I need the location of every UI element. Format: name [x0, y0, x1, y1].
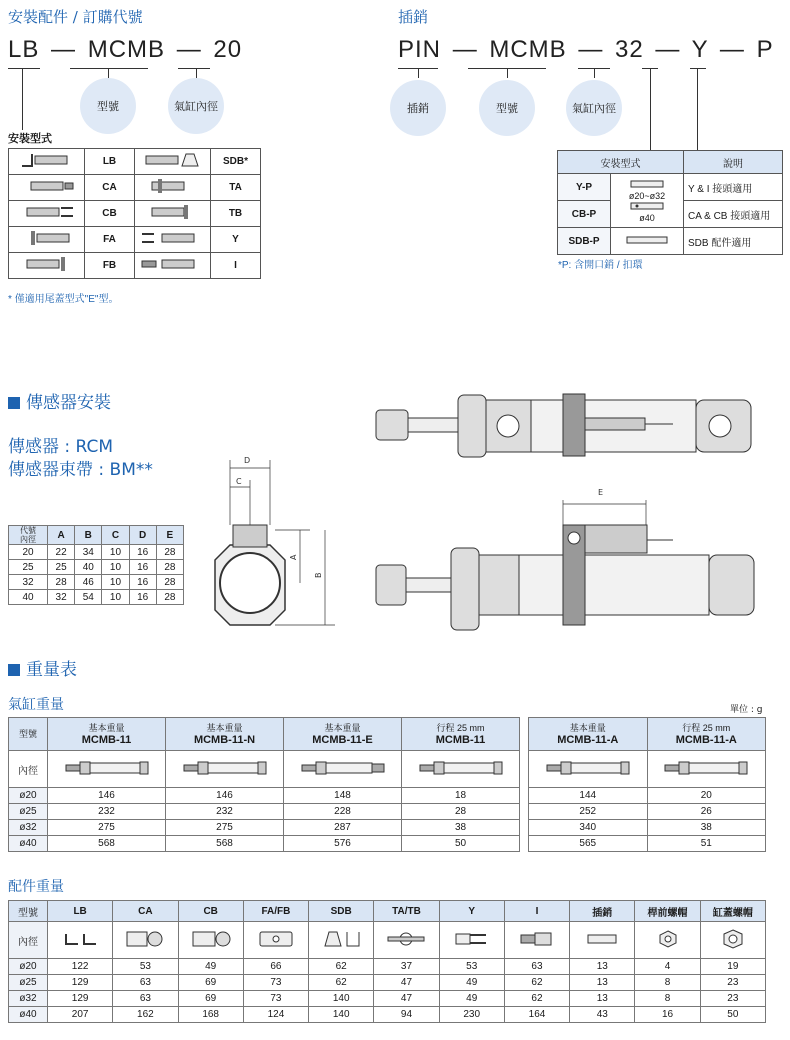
table-row: 144 20	[529, 788, 766, 804]
ca-icon	[113, 922, 178, 959]
pin-icon	[627, 201, 667, 211]
corner-bore: 內徑	[20, 535, 36, 544]
i-icon	[504, 922, 569, 959]
y-icon	[439, 922, 504, 959]
mount-type-table	[8, 148, 261, 279]
cb-icon	[178, 922, 243, 959]
table-row: 340 38	[529, 820, 766, 836]
col-header: 基本重量 MCMB-11-E	[284, 718, 402, 751]
col-header: 行程 25 mm MCMB-11-A	[647, 718, 766, 751]
sensor-band-end-view	[200, 450, 350, 635]
cylinder-icon	[48, 751, 166, 788]
col-header: 缸蓋螺帽	[700, 901, 765, 922]
col-header: FA/FB	[243, 901, 308, 922]
table-row: ø40 207 162 168 124 140 94 230 164 43 16 50	[9, 1007, 766, 1023]
order-code-example: LB — MCMB — 20	[8, 36, 243, 63]
cylinder-weight-table	[8, 717, 520, 852]
col-header: D	[129, 526, 156, 545]
mount-tb-icon	[135, 201, 211, 227]
row-label: 內徑	[9, 922, 48, 959]
cylinder-icon	[166, 751, 284, 788]
rod-nut-icon	[635, 922, 700, 959]
table-row: ø25 232 232 228 28	[9, 804, 520, 820]
dim-a: A	[289, 554, 298, 560]
mount-type-label: 安裝型式	[8, 132, 52, 145]
bubble-pin: 插銷	[390, 80, 446, 136]
col-header: 基本重量 MCMB-11	[48, 718, 166, 751]
pin-table	[557, 150, 783, 255]
table-row: ø20 146 146 148 18	[9, 788, 520, 804]
table-row: ø25 129 63 69 73 62 47 49 62 13 8 23	[9, 975, 766, 991]
weight-heading: 重量表	[8, 655, 77, 680]
bubble-bore: 氣缸內徑	[566, 80, 622, 136]
pin-size: ø40	[639, 212, 655, 223]
mount-i-icon	[135, 253, 211, 279]
dim-b: B	[314, 572, 323, 578]
sensor-band: 傳感器束帶 : BM**	[8, 460, 153, 480]
mount-code: TA	[211, 175, 261, 201]
cylinder-icon	[647, 751, 766, 788]
cap-nut-icon	[700, 922, 765, 959]
mount-fa-icon	[9, 227, 85, 253]
mount-code: FA	[85, 227, 135, 253]
col-header: 桿前螺帽	[635, 901, 700, 922]
mount-y-icon	[135, 227, 211, 253]
pin-type: Y-P	[558, 174, 611, 201]
col-header: CA	[113, 901, 178, 922]
table-row: ø32 129 63 69 73 140 47 49 62 13 8 23	[9, 991, 766, 1007]
table-row: 252 26	[529, 804, 766, 820]
pin-icon	[627, 179, 667, 189]
code-part-mount: LB	[8, 36, 40, 63]
ta-tb-icon	[374, 922, 439, 959]
dim-d: D	[244, 456, 251, 465]
mount-note: * 僅適用尾蓋型式"E"型。	[8, 294, 119, 305]
corner-code: 代號	[20, 526, 36, 535]
ordering-title: 安裝配件 / 訂購代號	[8, 8, 143, 26]
mount-code: LB	[85, 149, 135, 175]
cylinder-icon	[284, 751, 402, 788]
pin-type: CB-P	[558, 201, 611, 228]
code-part-model: MCMB	[87, 36, 166, 63]
code-part-bore: 20	[213, 36, 243, 63]
mount-code: SDB*	[211, 149, 261, 175]
pin-table-header: 說明	[684, 151, 783, 174]
col-header: LB	[48, 901, 113, 922]
table-row: ø40 568 568 576 50	[9, 836, 520, 852]
pin-note: *P: 含開口銷 / 扣環	[558, 260, 643, 271]
unit-label: 單位 : g	[730, 705, 763, 715]
table-row: 40 32 54 10 16 28	[9, 590, 184, 605]
mount-code: FB	[85, 253, 135, 279]
accessory-weight-title: 配件重量	[8, 879, 64, 895]
table-row: ø32 275 275 287 38	[9, 820, 520, 836]
mount-fb-icon	[9, 253, 85, 279]
table-row: 32 28 46 10 16 28	[9, 575, 184, 590]
bubble-bore: 氣缸內徑	[168, 78, 224, 134]
pin-sdb-icon	[611, 228, 684, 255]
mount-code: I	[211, 253, 261, 279]
pin-size-cell	[611, 174, 684, 228]
sensor-dim-table	[8, 525, 184, 605]
mount-code: CB	[85, 201, 135, 227]
pin-table-header: 安裝型式	[558, 151, 684, 174]
mount-code: CA	[85, 175, 135, 201]
dim-e: E	[598, 488, 604, 497]
col-header: SDB	[309, 901, 374, 922]
table-row: 20 22 34 10 16 28	[9, 545, 184, 560]
mount-lb-icon	[9, 149, 85, 175]
pin-icon	[570, 922, 635, 959]
col-header: C	[102, 526, 129, 545]
row-label: 型號	[9, 718, 48, 751]
col-header: CB	[178, 901, 243, 922]
table-row: ø20 122 53 49 66 62 37 53 63 13 4 19	[9, 959, 766, 975]
mount-ca-icon	[9, 175, 85, 201]
col-header: 基本重量 MCMB-11-A	[529, 718, 648, 751]
pin-desc: SDB 配件適用	[684, 228, 783, 255]
col-header: B	[75, 526, 102, 545]
accessory-weight-table	[8, 900, 766, 1023]
col-header: 行程 25 mm MCMB-11	[402, 718, 520, 751]
col-header: 基本重量 MCMB-11-N	[166, 718, 284, 751]
col-header: A	[48, 526, 75, 545]
fa-fb-icon	[243, 922, 308, 959]
pin-code-example: PIN — MCMB — 32 — Y — P	[398, 36, 774, 63]
lb-icon	[48, 922, 113, 959]
mount-cb-icon	[9, 201, 85, 227]
pin-desc: Y & I 接頭適用	[684, 174, 783, 201]
cylinder-side-views	[368, 380, 780, 640]
table-row: 565 51	[529, 836, 766, 852]
mount-sdb-icon	[135, 149, 211, 175]
col-header: 型號	[9, 901, 48, 922]
cylinder-weight-title: 氣缸重量	[8, 697, 64, 713]
cylinder-weight-table-a	[528, 717, 766, 852]
pin-type: SDB-P	[558, 228, 611, 255]
pin-desc: CA & CB 接頭適用	[684, 201, 783, 228]
col-header: E	[156, 526, 183, 545]
cylinder-icon	[402, 751, 520, 788]
cylinder-icon	[529, 751, 648, 788]
dim-c: C	[236, 477, 242, 486]
pin-size: ø20~ø32	[628, 190, 666, 201]
col-header: Y	[439, 901, 504, 922]
col-header: 插銷	[570, 901, 635, 922]
sdb-icon	[309, 922, 374, 959]
mount-code: TB	[211, 201, 261, 227]
col-header: I	[504, 901, 569, 922]
mount-code: Y	[211, 227, 261, 253]
table-row: 25 25 40 10 16 28	[9, 560, 184, 575]
row-label: 內徑	[9, 751, 48, 788]
sensor-model: 傳感器 : RCM	[8, 437, 114, 457]
mount-ta-icon	[135, 175, 211, 201]
bubble-model: 型號	[80, 78, 136, 134]
pin-title: 插銷	[398, 8, 429, 26]
col-header: TA/TB	[374, 901, 439, 922]
bubble-model: 型號	[479, 80, 535, 136]
sensor-heading: 傳感器安裝	[8, 388, 111, 413]
